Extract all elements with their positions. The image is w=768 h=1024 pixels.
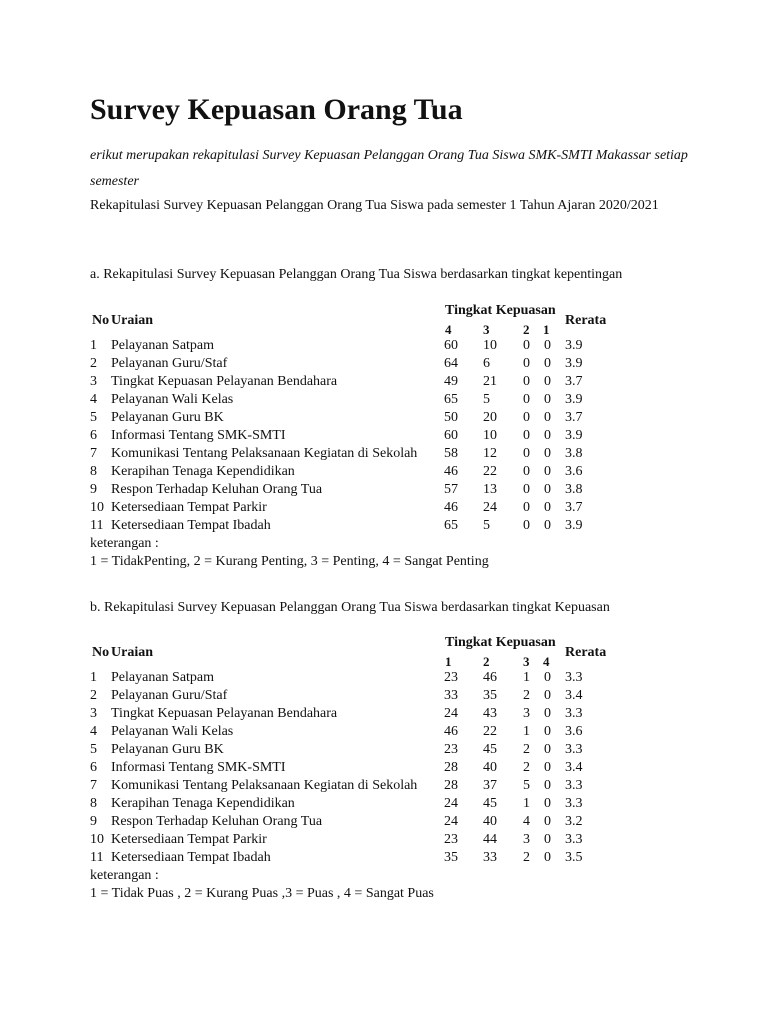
table-row — [90, 705, 650, 723]
table-body — [90, 337, 650, 535]
row-score: 65 — [444, 518, 458, 533]
row-score: 23 — [444, 742, 458, 757]
row-score: 22 — [483, 464, 497, 479]
row-number: 11 — [90, 850, 104, 865]
row-score: 24 — [444, 814, 458, 829]
row-score: 0 — [523, 428, 530, 443]
row-uraian: Informasi Tentang SMK-SMTI — [111, 760, 286, 775]
row-score: 0 — [544, 724, 551, 739]
col-uraian-header: Uraian — [111, 313, 153, 328]
row-uraian: Ketersediaan Tempat Ibadah — [111, 518, 271, 533]
table-header — [90, 303, 650, 337]
row-score: 0 — [544, 706, 551, 721]
row-score: 49 — [444, 374, 458, 389]
row-rerata: 3.7 — [565, 500, 583, 515]
row-rerata: 3.5 — [565, 850, 583, 865]
row-rerata: 3.3 — [565, 706, 583, 721]
row-number: 5 — [90, 742, 97, 757]
row-rerata: 3.6 — [565, 464, 583, 479]
row-number: 10 — [90, 832, 104, 847]
section-a-heading: a. Rekapitulasi Survey Kepuasan Pelanggan Orang Tua Siswa berdasarkan tingkat kepentingan — [90, 267, 623, 282]
row-score: 0 — [544, 500, 551, 515]
row-score: 0 — [544, 796, 551, 811]
table-kepentingan — [90, 303, 650, 571]
row-number: 2 — [90, 356, 97, 371]
keterangan-text: 1 = Tidak Puas , 2 = Kurang Puas ,3 = Puas , 4 = Sangat Puas — [90, 886, 434, 901]
row-score: 0 — [544, 464, 551, 479]
row-score: 10 — [483, 338, 497, 353]
row-uraian: Pelayanan Guru BK — [111, 742, 224, 757]
row-score: 0 — [544, 832, 551, 847]
row-uraian: Pelayanan Wali Kelas — [111, 392, 234, 407]
table-body — [90, 669, 650, 867]
table-row — [90, 813, 650, 831]
row-score: 28 — [444, 778, 458, 793]
row-rerata: 3.3 — [565, 670, 583, 685]
table-row — [90, 831, 650, 849]
row-rerata: 3.7 — [565, 374, 583, 389]
row-score: 2 — [523, 688, 530, 703]
row-score: 37 — [483, 778, 497, 793]
row-score: 0 — [544, 374, 551, 389]
col-score-header: 1 — [445, 654, 452, 669]
row-number: 9 — [90, 814, 97, 829]
row-score: 23 — [444, 670, 458, 685]
table-row — [90, 445, 650, 463]
row-score: 33 — [483, 850, 497, 865]
row-score: 35 — [444, 850, 458, 865]
row-score: 65 — [444, 392, 458, 407]
col-score-header: 3 — [523, 654, 530, 669]
row-score: 0 — [544, 778, 551, 793]
row-score: 0 — [523, 464, 530, 479]
col-score-header: 4 — [543, 654, 550, 669]
row-uraian: Pelayanan Satpam — [111, 338, 215, 353]
row-number: 6 — [90, 428, 97, 443]
keterangan-text: 1 = TidakPenting, 2 = Kurang Penting, 3 = Penting, 4 = Sangat Penting — [90, 554, 489, 569]
row-score: 24 — [444, 796, 458, 811]
row-uraian: Ketersediaan Tempat Parkir — [111, 832, 267, 847]
row-uraian: Komunikasi Tentang Pelaksanaan Kegiatan di Sekolah — [111, 778, 418, 793]
row-uraian: Pelayanan Guru/Staf — [111, 356, 228, 371]
row-score: 22 — [483, 724, 497, 739]
row-score: 0 — [523, 500, 530, 515]
row-score: 0 — [523, 338, 530, 353]
row-score: 0 — [544, 688, 551, 703]
row-score: 10 — [483, 428, 497, 443]
row-score: 23 — [444, 832, 458, 847]
row-score: 0 — [544, 518, 551, 533]
table-row — [90, 795, 650, 813]
row-score: 5 — [483, 392, 490, 407]
table-row — [90, 373, 650, 391]
row-uraian: Pelayanan Guru BK — [111, 410, 224, 425]
keterangan-label: keterangan : — [90, 868, 159, 883]
row-score: 0 — [523, 374, 530, 389]
table-row — [90, 669, 650, 687]
col-score-header: 2 — [523, 322, 530, 337]
row-uraian: Pelayanan Wali Kelas — [111, 724, 234, 739]
row-score: 3 — [523, 706, 530, 721]
row-score: 0 — [544, 410, 551, 425]
row-score: 20 — [483, 410, 497, 425]
row-score: 40 — [483, 814, 497, 829]
row-uraian: Kerapihan Tenaga Kependidikan — [111, 796, 295, 811]
col-tingkat-header: Tingkat Kepuasan — [445, 303, 556, 318]
row-number: 11 — [90, 518, 104, 533]
row-rerata: 3.7 — [565, 410, 583, 425]
row-number: 7 — [90, 446, 97, 461]
row-score: 46 — [444, 500, 458, 515]
row-rerata: 3.9 — [565, 338, 583, 353]
row-score: 60 — [444, 338, 458, 353]
row-rerata: 3.3 — [565, 742, 583, 757]
row-score: 21 — [483, 374, 497, 389]
col-score-header: 3 — [483, 322, 490, 337]
section-b-heading: b. Rekapitulasi Survey Kepuasan Pelanggan Orang Tua Siswa berdasarkan tingkat Kepuasan — [90, 600, 610, 615]
row-score: 46 — [444, 724, 458, 739]
row-rerata: 3.4 — [565, 760, 583, 775]
row-score: 1 — [523, 796, 530, 811]
row-score: 0 — [544, 392, 551, 407]
row-number: 1 — [90, 670, 97, 685]
table-row — [90, 687, 650, 705]
row-rerata: 3.9 — [565, 428, 583, 443]
row-score: 0 — [544, 742, 551, 757]
row-score: 0 — [523, 446, 530, 461]
row-score: 13 — [483, 482, 497, 497]
row-score: 0 — [544, 428, 551, 443]
row-score: 43 — [483, 706, 497, 721]
row-uraian: Pelayanan Guru/Staf — [111, 688, 228, 703]
row-number: 4 — [90, 392, 97, 407]
row-rerata: 3.8 — [565, 446, 583, 461]
row-rerata: 3.4 — [565, 688, 583, 703]
row-score: 0 — [523, 410, 530, 425]
row-score: 0 — [544, 356, 551, 371]
row-score: 35 — [483, 688, 497, 703]
row-number: 1 — [90, 338, 97, 353]
row-score: 44 — [483, 832, 497, 847]
row-score: 0 — [544, 760, 551, 775]
row-score: 5 — [483, 518, 490, 533]
row-number: 9 — [90, 482, 97, 497]
row-number: 6 — [90, 760, 97, 775]
table-row — [90, 337, 650, 355]
table-row — [90, 517, 650, 535]
row-score: 40 — [483, 760, 497, 775]
row-score: 2 — [523, 742, 530, 757]
recap-paragraph: Rekapitulasi Survey Kepuasan Pelanggan Orang Tua Siswa pada semester 1 Tahun Ajaran 2020/2021 — [90, 198, 659, 213]
row-score: 2 — [523, 850, 530, 865]
row-score: 12 — [483, 446, 497, 461]
row-rerata: 3.6 — [565, 724, 583, 739]
col-tingkat-header: Tingkat Kepuasan — [445, 635, 556, 650]
table-row — [90, 355, 650, 373]
row-score: 33 — [444, 688, 458, 703]
table-row — [90, 481, 650, 499]
row-score: 0 — [523, 356, 530, 371]
keterangan-label: keterangan : — [90, 536, 159, 551]
row-number: 3 — [90, 374, 97, 389]
row-rerata: 3.3 — [565, 796, 583, 811]
col-uraian-header: Uraian — [111, 645, 153, 660]
row-number: 8 — [90, 796, 97, 811]
row-score: 1 — [523, 670, 530, 685]
page-title: Survey Kepuasan Orang Tua — [90, 93, 463, 126]
row-score: 24 — [444, 706, 458, 721]
row-number: 7 — [90, 778, 97, 793]
row-score: 46 — [444, 464, 458, 479]
col-score-header: 1 — [543, 322, 550, 337]
table-row — [90, 741, 650, 759]
row-score: 24 — [483, 500, 497, 515]
table-row — [90, 463, 650, 481]
row-score: 0 — [544, 338, 551, 353]
row-score: 0 — [544, 482, 551, 497]
row-score: 60 — [444, 428, 458, 443]
row-uraian: Komunikasi Tentang Pelaksanaan Kegiatan di Sekolah — [111, 446, 418, 461]
row-rerata: 3.8 — [565, 482, 583, 497]
row-score: 0 — [544, 446, 551, 461]
table-row — [90, 723, 650, 741]
table-row — [90, 427, 650, 445]
col-no-header: No — [92, 313, 110, 328]
row-score: 0 — [544, 670, 551, 685]
row-rerata: 3.2 — [565, 814, 583, 829]
row-number: 5 — [90, 410, 97, 425]
row-number: 2 — [90, 688, 97, 703]
row-score: 3 — [523, 832, 530, 847]
table-row — [90, 777, 650, 795]
row-score: 5 — [523, 778, 530, 793]
row-uraian: Pelayanan Satpam — [111, 670, 215, 685]
row-uraian: Ketersediaan Tempat Parkir — [111, 500, 267, 515]
table-row — [90, 849, 650, 867]
row-number: 8 — [90, 464, 97, 479]
row-uraian: Respon Terhadap Keluhan Orang Tua — [111, 814, 323, 829]
row-score: 64 — [444, 356, 458, 371]
row-rerata: 3.9 — [565, 356, 583, 371]
row-number: 10 — [90, 500, 104, 515]
row-score: 0 — [523, 392, 530, 407]
row-uraian: Respon Terhadap Keluhan Orang Tua — [111, 482, 323, 497]
table-row — [90, 391, 650, 409]
row-score: 46 — [483, 670, 497, 685]
row-uraian: Informasi Tentang SMK-SMTI — [111, 428, 286, 443]
row-rerata: 3.9 — [565, 518, 583, 533]
row-rerata: 3.3 — [565, 778, 583, 793]
row-score: 0 — [523, 482, 530, 497]
table-row — [90, 759, 650, 777]
row-uraian: Kerapihan Tenaga Kependidikan — [111, 464, 295, 479]
row-score: 58 — [444, 446, 458, 461]
row-score: 0 — [523, 518, 530, 533]
col-rerata-header: Rerata — [565, 313, 607, 328]
row-score: 50 — [444, 410, 458, 425]
row-rerata: 3.9 — [565, 392, 583, 407]
row-score: 45 — [483, 796, 497, 811]
row-number: 3 — [90, 706, 97, 721]
row-uraian: Ketersediaan Tempat Ibadah — [111, 850, 271, 865]
col-score-header: 4 — [445, 322, 452, 337]
table-row — [90, 409, 650, 427]
row-score: 28 — [444, 760, 458, 775]
row-score: 57 — [444, 482, 458, 497]
row-rerata: 3.3 — [565, 832, 583, 847]
table-kepuasan — [90, 635, 650, 903]
table-row — [90, 499, 650, 517]
table-header — [90, 635, 650, 669]
row-score: 6 — [483, 356, 490, 371]
row-uraian: Tingkat Kepuasan Pelayanan Bendahara — [111, 374, 338, 389]
row-score: 4 — [523, 814, 530, 829]
row-score: 45 — [483, 742, 497, 757]
col-no-header: No — [92, 645, 110, 660]
row-score: 2 — [523, 760, 530, 775]
row-score: 0 — [544, 814, 551, 829]
col-rerata-header: Rerata — [565, 645, 607, 660]
row-score: 1 — [523, 724, 530, 739]
col-score-header: 2 — [483, 654, 490, 669]
row-uraian: Tingkat Kepuasan Pelayanan Bendahara — [111, 706, 338, 721]
row-score: 0 — [544, 850, 551, 865]
intro-paragraph: erikut merupakan rekapitulasi Survey Kepuasan Pelanggan Orang Tua Siswa SMK-SMTI Makassar setiap semester — [90, 148, 688, 189]
row-number: 4 — [90, 724, 97, 739]
